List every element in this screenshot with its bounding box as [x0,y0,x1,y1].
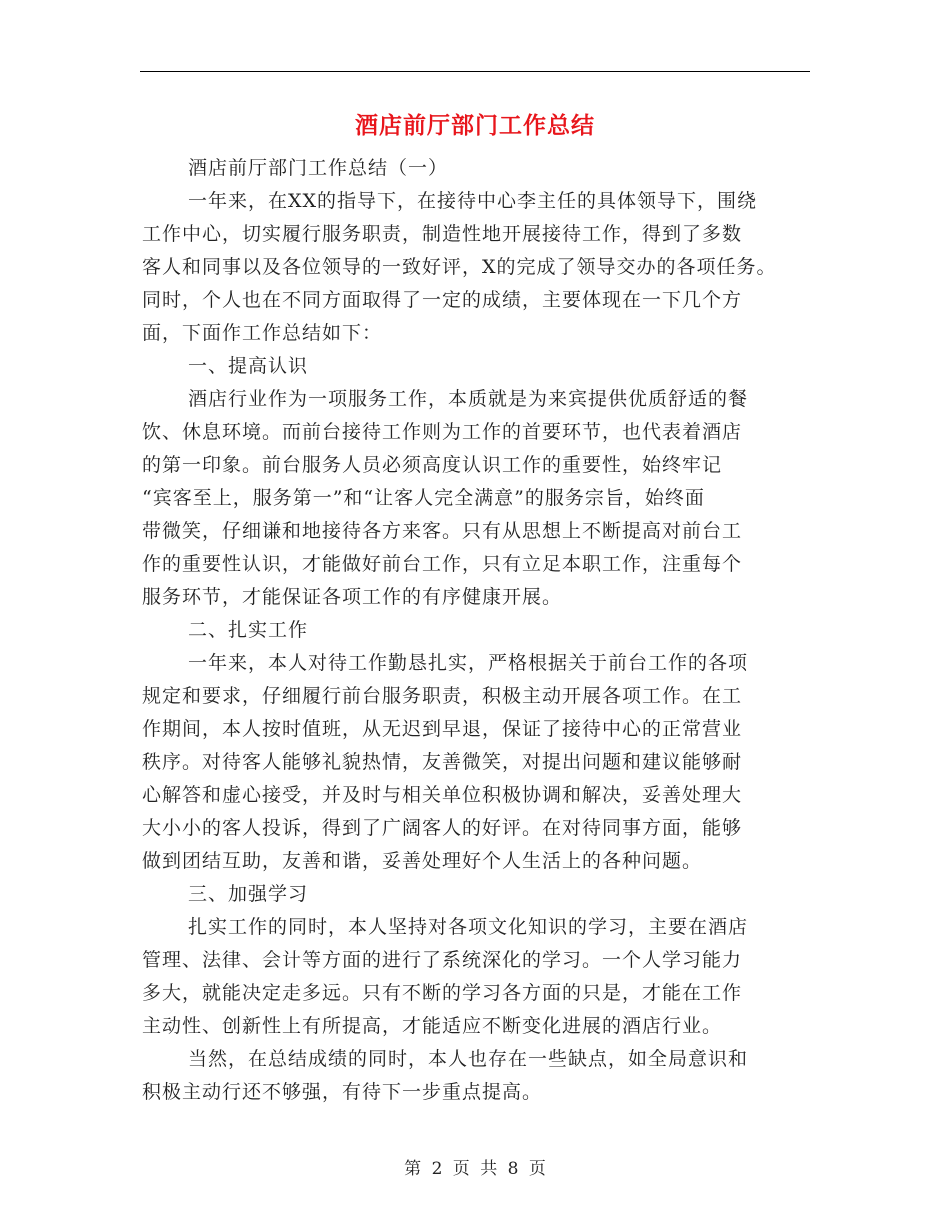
paragraph-line: 客人和同事以及各位领导的一致好评，X的完成了领导交办的各项任务。 [142,256,777,278]
paragraph-line: 扎实工作的同时，本人坚持对各项文化知识的学习，主要在酒店 [188,916,749,938]
subtitle: 酒店前厅部门工作总结（一） [188,157,449,179]
paragraph-line: 作期间，本人按时值班，从无迟到早退，保证了接待中心的正常营业 [142,718,743,740]
paragraph-line: 面，下面作工作总结如下： [142,322,383,344]
paragraph-line: “宾客至上，服务第一”和“让客人完全满意”的服务宗旨，始终面 [142,487,705,509]
paragraph-line: 的第一印象。前台服务人员必须高度认识工作的重要性，始终牢记 [142,454,723,476]
paragraph-line: 规定和要求，仔细履行前台服务职责，积极主动开展各项工作。在工 [142,685,743,707]
paragraph-line: 工作中心，切实履行服务职责，制造性地开展接待工作，得到了多数 [142,223,743,245]
paragraph-line: 管理、法律、会计等方面的进行了系统深化的学习。一个人学习能力 [142,949,743,971]
paragraph-line: 主动性、创新性上有所提高，才能适应不断变化进展的酒店行业。 [142,1015,723,1037]
paragraph-line: 秩序。对待客人能够礼貌热情，友善微笑，对提出问题和建议能够耐 [142,751,743,773]
paragraph-line: 当然，在总结成绩的同时，本人也存在一些缺点，如全局意识和 [188,1048,749,1070]
paragraph-line: 酒店行业作为一项服务工作，本质就是为来宾提供优质舒适的餐 [188,388,749,410]
page-number: 第 2 页 共 8 页 [404,1159,546,1179]
paragraph-line: 一年来，本人对待工作勤恳扎实，严格根据关于前台工作的各项 [188,652,749,674]
paragraph-line: 作的重要性认识，才能做好前台工作，只有立足本职工作，注重每个 [142,553,743,575]
paragraph-line: 带微笑，仔细谦和地接待各方来客。只有从思想上不断提高对前台工 [142,520,743,542]
paragraph-line: 服务环节，才能保证各项工作的有序健康开展。 [142,586,563,608]
paragraph-line: 大小小的客人投诉，得到了广阔客人的好评。在对待同事方面，能够 [142,817,743,839]
paragraph-line: 心解答和虚心接受，并及时与相关单位积极协调和解决，妥善处理大 [142,784,743,806]
section-heading: 二、扎实工作 [188,619,309,641]
paragraph-line: 积极主动行还不够强，有待下一步重点提高。 [142,1081,543,1103]
paragraph-line: 同时，个人也在不同方面取得了一定的成绩，主要体现在一下几个方 [142,289,743,311]
paragraph-line: 多大，就能决定走多远。只有不断的学习各方面的只是，才能在工作 [142,982,743,1004]
paragraph-line: 一年来，在XX的指导下，在接待中心李主任的具体领导下，围绕 [188,190,758,212]
document-body [142,152,842,1109]
header-rule [140,71,810,72]
section-heading: 三、加强学习 [188,883,309,905]
paragraph-line: 做到团结互助，友善和谐，妥善处理好个人生活上的各种问题。 [142,850,703,872]
document-title: 酒店前厅部门工作总结 [355,112,595,139]
section-heading: 一、提高认识 [188,355,309,377]
paragraph-line: 饮、休息环境。而前台接待工作则为工作的首要环节，也代表着酒店 [142,421,743,443]
